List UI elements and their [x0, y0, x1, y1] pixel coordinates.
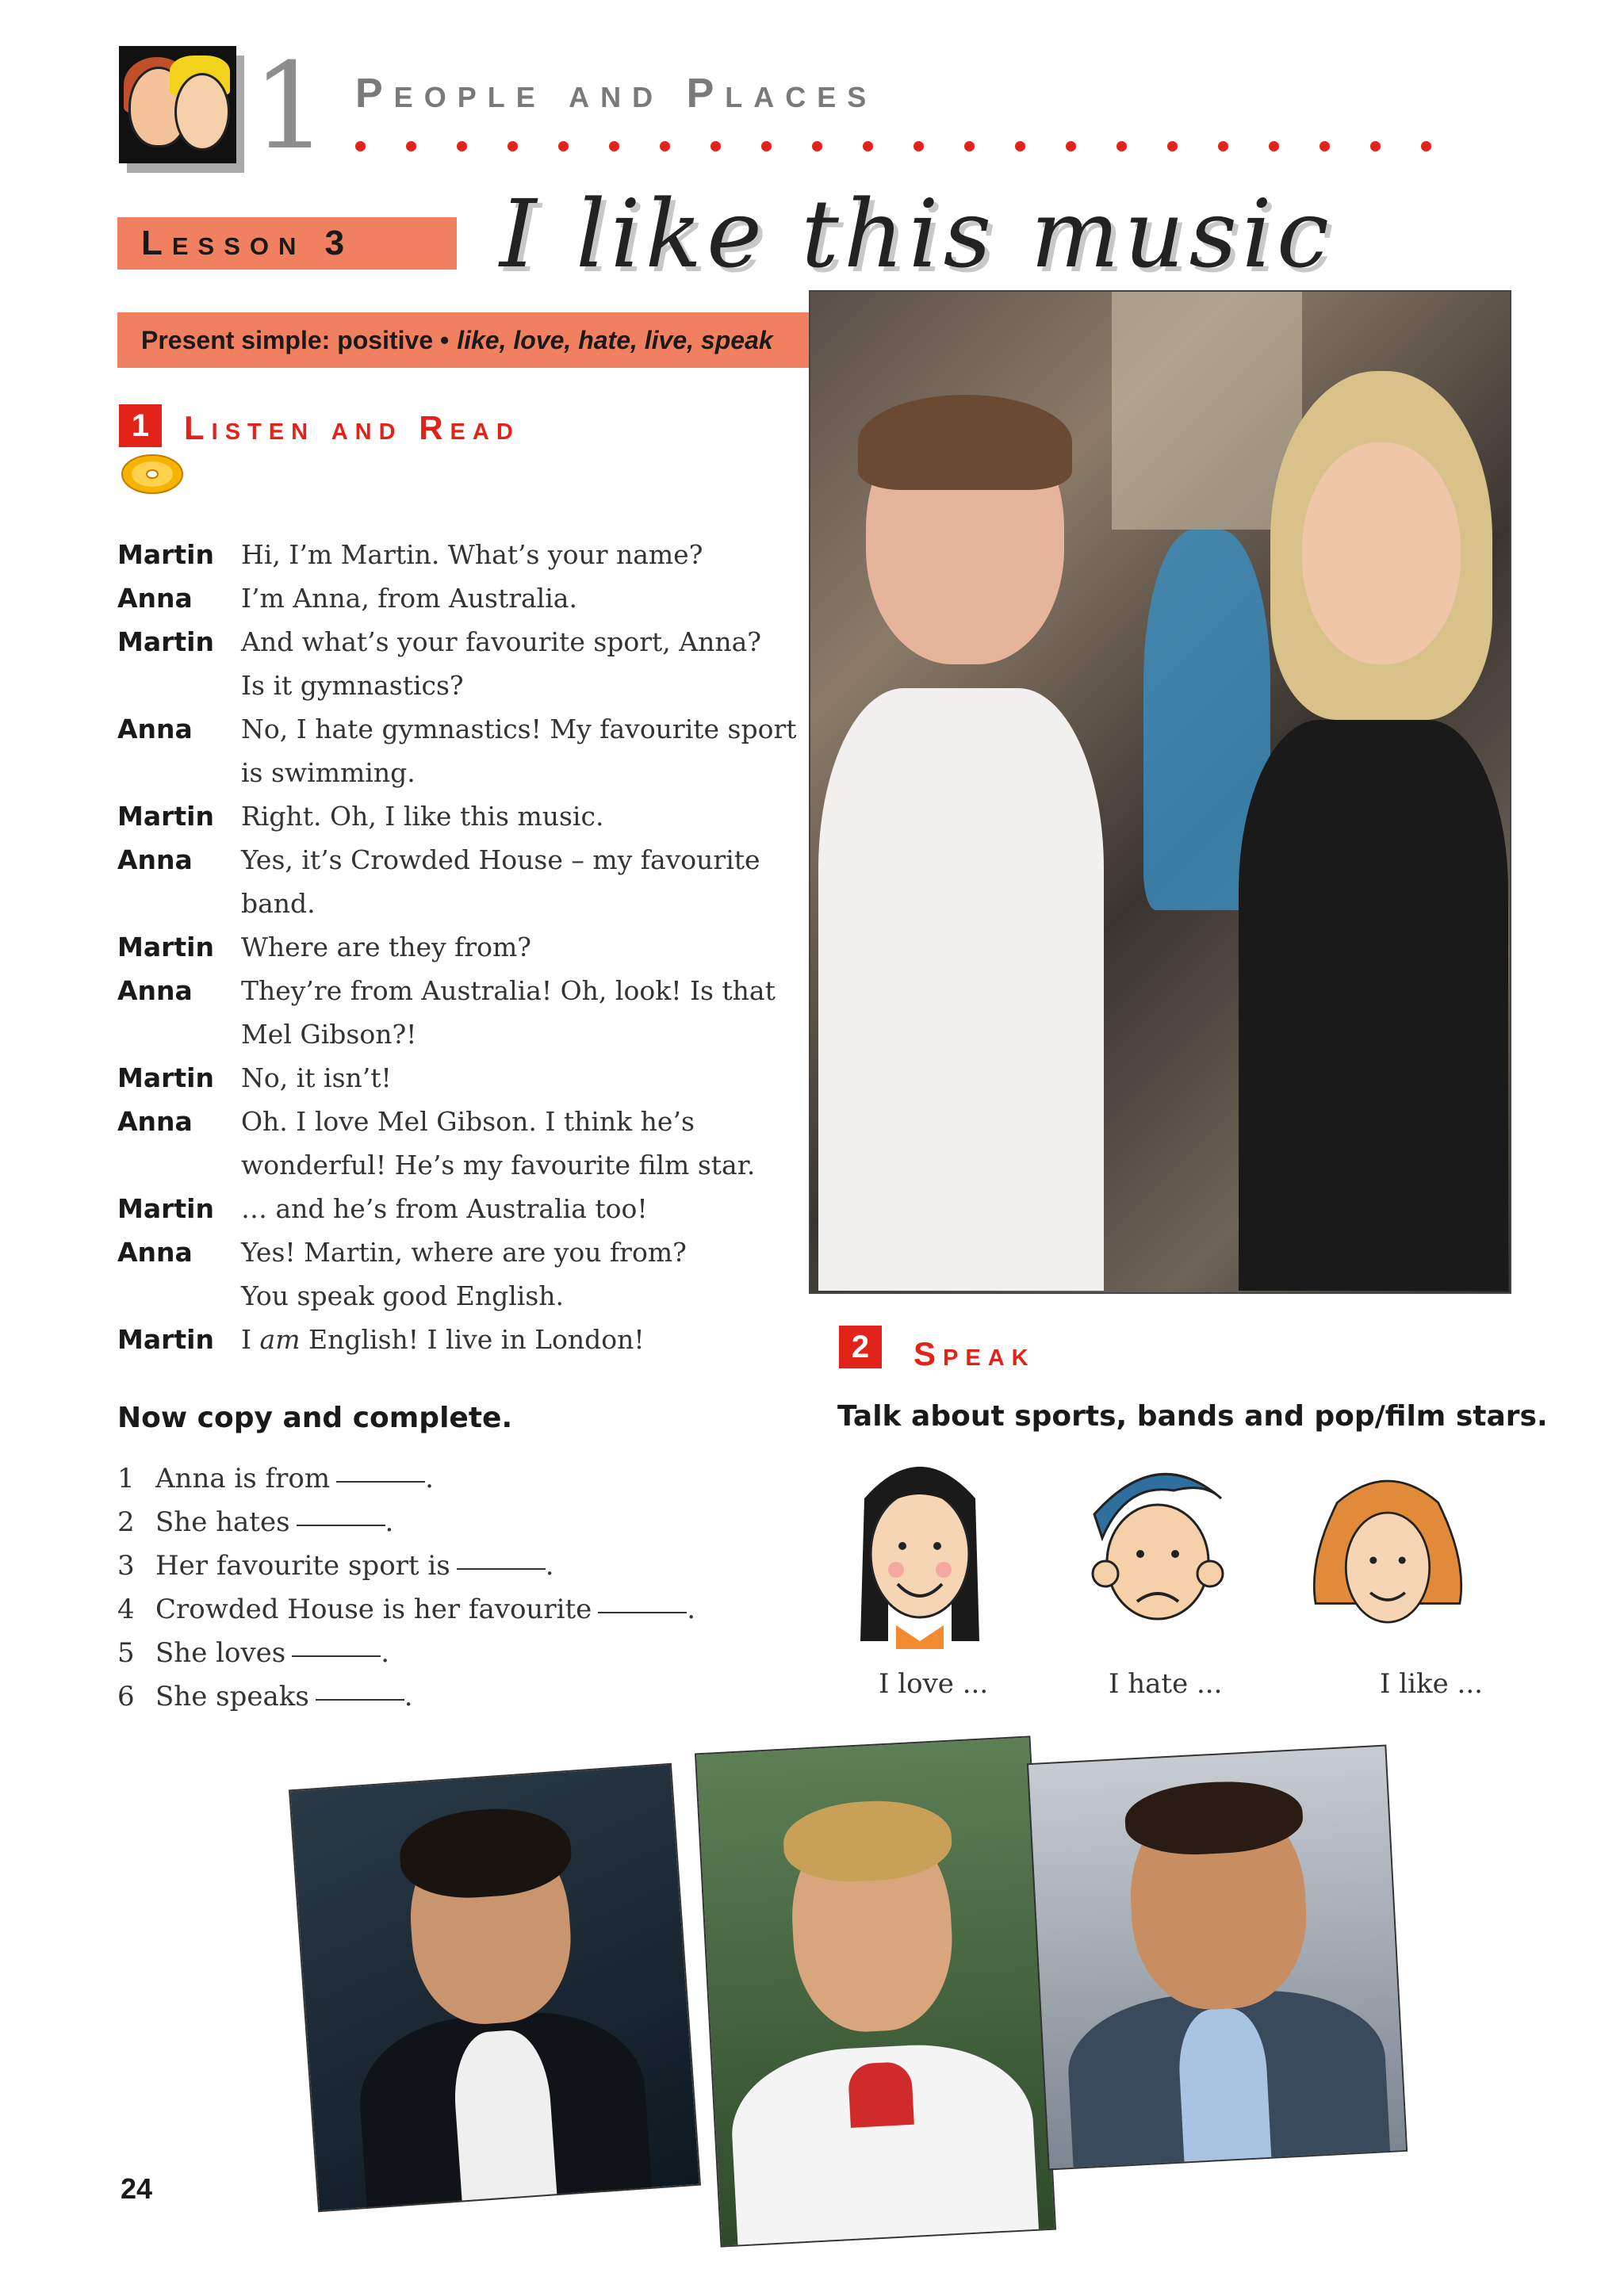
dialogue-text: … and he’s from Australia too! — [241, 1193, 648, 1224]
speaker-name: Anna — [117, 975, 193, 1006]
divider-dot — [1116, 141, 1127, 151]
speaker-name: Martin — [117, 626, 214, 657]
exercise-number: 3 — [117, 1550, 135, 1582]
caption-i-love: I love ... — [879, 1668, 989, 1700]
exercise-text: She speaks — [155, 1681, 309, 1712]
dialogue-line — [117, 1012, 831, 1056]
divider-dot — [812, 141, 822, 151]
cd-audio-icon — [119, 449, 186, 496]
exercise-item — [117, 1588, 695, 1632]
sad-boy-cartoon — [1078, 1435, 1237, 1641]
exercise-text: Crowded House is her favourite — [155, 1594, 592, 1625]
speaker-name: Anna — [117, 583, 193, 614]
speaker-name — [117, 1012, 241, 1056]
text-part: I — [241, 1324, 260, 1355]
divider-dot — [558, 141, 569, 151]
divider-dot — [1218, 141, 1228, 151]
dialogue-line — [117, 664, 831, 707]
exercise-number: 4 — [117, 1594, 135, 1625]
text-part: English! I live in London! — [300, 1324, 645, 1355]
exercise-text: Her favourite sport is — [155, 1550, 450, 1582]
unit-number: 1 — [252, 38, 328, 176]
end-punctuation: . — [385, 1506, 394, 1538]
copy-complete-heading: Now copy and complete. — [117, 1402, 513, 1434]
divider-dot — [457, 141, 467, 151]
end-punctuation: . — [687, 1594, 696, 1625]
dialogue-text: And what’s your favourite sport, Anna? — [241, 626, 761, 657]
photo-actor — [1027, 1744, 1408, 2170]
dialogue-line — [117, 576, 831, 620]
lesson-label-box — [117, 217, 457, 270]
grammar-words: like, love, hate, live, speak — [457, 325, 773, 354]
dialogue-line — [117, 533, 831, 576]
divider-dot — [1167, 141, 1178, 151]
speaker-name — [117, 1143, 241, 1187]
divider-dot — [508, 141, 518, 151]
caption-i-like: I like ... — [1380, 1668, 1483, 1700]
dialogue-text: Oh. I love Mel Gibson. I think he’s — [241, 1106, 695, 1137]
dialogue-text: No, I hate gymnastics! My favourite sport — [241, 714, 797, 744]
dialogue-line — [117, 925, 831, 969]
speaker-name: Martin — [117, 1324, 214, 1355]
divider-dot — [1370, 141, 1381, 151]
grammar-topic: Present simple: positive • — [141, 325, 450, 354]
divider-dot — [1421, 141, 1431, 151]
divider-dot — [1269, 141, 1279, 151]
divider-dot — [914, 141, 924, 151]
speaker-name: Anna — [117, 1237, 193, 1268]
divider-dot — [964, 141, 975, 151]
page-number: 24 — [121, 2172, 153, 2205]
dotted-divider — [355, 140, 1497, 155]
end-punctuation: . — [425, 1463, 434, 1494]
speak-instruction: Talk about sports, bands and pop/film stars. — [837, 1400, 1548, 1433]
divider-dot — [710, 141, 721, 151]
dialogue-line — [117, 707, 831, 751]
divider-dot — [660, 141, 670, 151]
dialogue-line — [117, 1143, 831, 1187]
dialogue-line — [117, 794, 831, 838]
dialogue-line — [117, 1318, 831, 1361]
dialogue — [117, 533, 831, 1361]
divider-dot — [1320, 141, 1330, 151]
dialogue-text: Yes! Martin, where are you from? — [241, 1237, 687, 1268]
unit-title: People and Places — [355, 71, 878, 117]
unit-icon — [119, 46, 236, 163]
end-punctuation: . — [404, 1681, 413, 1712]
speaker-name: Martin — [117, 1062, 214, 1093]
section-1-number: 1 — [119, 404, 162, 447]
lesson-title: I like this music — [500, 179, 1334, 289]
dialogue-text: Mel Gibson?! — [241, 1019, 417, 1050]
dialogue-text: I’m Anna, from Australia. — [241, 583, 577, 614]
lesson-label: Lesson 3 — [141, 224, 354, 262]
divider-dot — [406, 141, 416, 151]
divider-dot — [863, 141, 873, 151]
speaker-name: Martin — [117, 801, 214, 832]
speaker-name: Anna — [117, 844, 193, 875]
dialogue-line — [117, 751, 831, 794]
end-punctuation: . — [545, 1550, 554, 1582]
dialogue-line — [117, 969, 831, 1012]
divider-dot — [355, 141, 366, 151]
speaker-name — [117, 1274, 241, 1318]
answer-blank[interactable] — [292, 1632, 381, 1657]
section-2-title: Speak — [914, 1335, 1036, 1372]
exercise-item — [117, 1632, 695, 1675]
answer-blank[interactable] — [336, 1457, 425, 1483]
dialogue-text: They’re from Australia! Oh, look! Is that — [241, 975, 776, 1006]
dialogue-line — [117, 838, 831, 882]
dialogue-text: band. — [241, 888, 316, 919]
section-1-title: Listen and Read — [184, 409, 520, 446]
dialogue-text: You speak good English. — [241, 1280, 565, 1311]
dialogue-text: No, it isn’t! — [241, 1062, 392, 1093]
speaker-name: Martin — [117, 932, 214, 962]
end-punctuation: . — [381, 1637, 390, 1669]
answer-blank[interactable] — [457, 1544, 546, 1570]
dialogue-text: Hi, I’m Martin. What’s your name? — [241, 539, 703, 570]
dialogue-line — [117, 882, 831, 925]
exercise-number: 6 — [117, 1681, 135, 1712]
grammar-banner — [117, 312, 918, 368]
dialogue-line — [117, 1274, 831, 1318]
answer-blank[interactable] — [297, 1501, 385, 1526]
photo-singer — [289, 1763, 701, 2212]
speaker-name: Anna — [117, 714, 193, 744]
speaker-name — [117, 882, 241, 925]
smiling-girl-cartoon — [841, 1443, 999, 1649]
exercise-item — [117, 1501, 695, 1544]
main-photo-teens-talking — [809, 290, 1511, 1294]
exercise-number: 2 — [117, 1506, 135, 1538]
exercise-item — [117, 1457, 695, 1501]
dialogue-text: Is it gymnastics? — [241, 670, 464, 701]
divider-dot — [609, 141, 619, 151]
exercise-list — [117, 1457, 695, 1719]
emphasis-word: am — [259, 1324, 301, 1355]
exercise-text: Anna is from — [155, 1463, 331, 1494]
exercise-text: She loves — [155, 1637, 286, 1669]
dialogue-text: Yes, it’s Crowded House – my favourite — [241, 844, 760, 875]
dialogue-text — [241, 1318, 645, 1361]
dialogue-line — [117, 1187, 831, 1230]
answer-blank[interactable] — [598, 1588, 687, 1613]
dialogue-text: wonderful! He’s my favourite film star. — [241, 1150, 756, 1181]
speaker-name: Martin — [117, 1193, 214, 1224]
exercise-text: She hates — [155, 1506, 290, 1538]
section-2-number: 2 — [839, 1326, 882, 1368]
dialogue-line — [117, 1230, 831, 1274]
exercise-number: 1 — [117, 1463, 135, 1494]
exercise-item — [117, 1675, 695, 1719]
divider-dot — [761, 141, 772, 151]
dialogue-line — [117, 620, 831, 664]
caption-i-hate: I hate ... — [1109, 1668, 1223, 1700]
dialogue-line — [117, 1056, 831, 1100]
speaker-name — [117, 751, 241, 794]
dialogue-text: Right. Oh, I like this music. — [241, 801, 604, 832]
divider-dot — [1066, 141, 1076, 151]
exercise-number: 5 — [117, 1637, 135, 1669]
dialogue-text: Where are they from? — [241, 932, 531, 962]
speaker-name — [117, 664, 241, 707]
dialogue-text: is swimming. — [241, 757, 416, 788]
speaker-name: Anna — [117, 1106, 193, 1137]
dialogue-line — [117, 1100, 831, 1143]
smiling-woman-cartoon — [1308, 1457, 1467, 1663]
speaker-name: Martin — [117, 539, 214, 570]
photo-footballer — [695, 1735, 1056, 2247]
divider-dot — [1015, 141, 1025, 151]
answer-blank[interactable] — [316, 1675, 404, 1701]
exercise-item — [117, 1544, 695, 1588]
